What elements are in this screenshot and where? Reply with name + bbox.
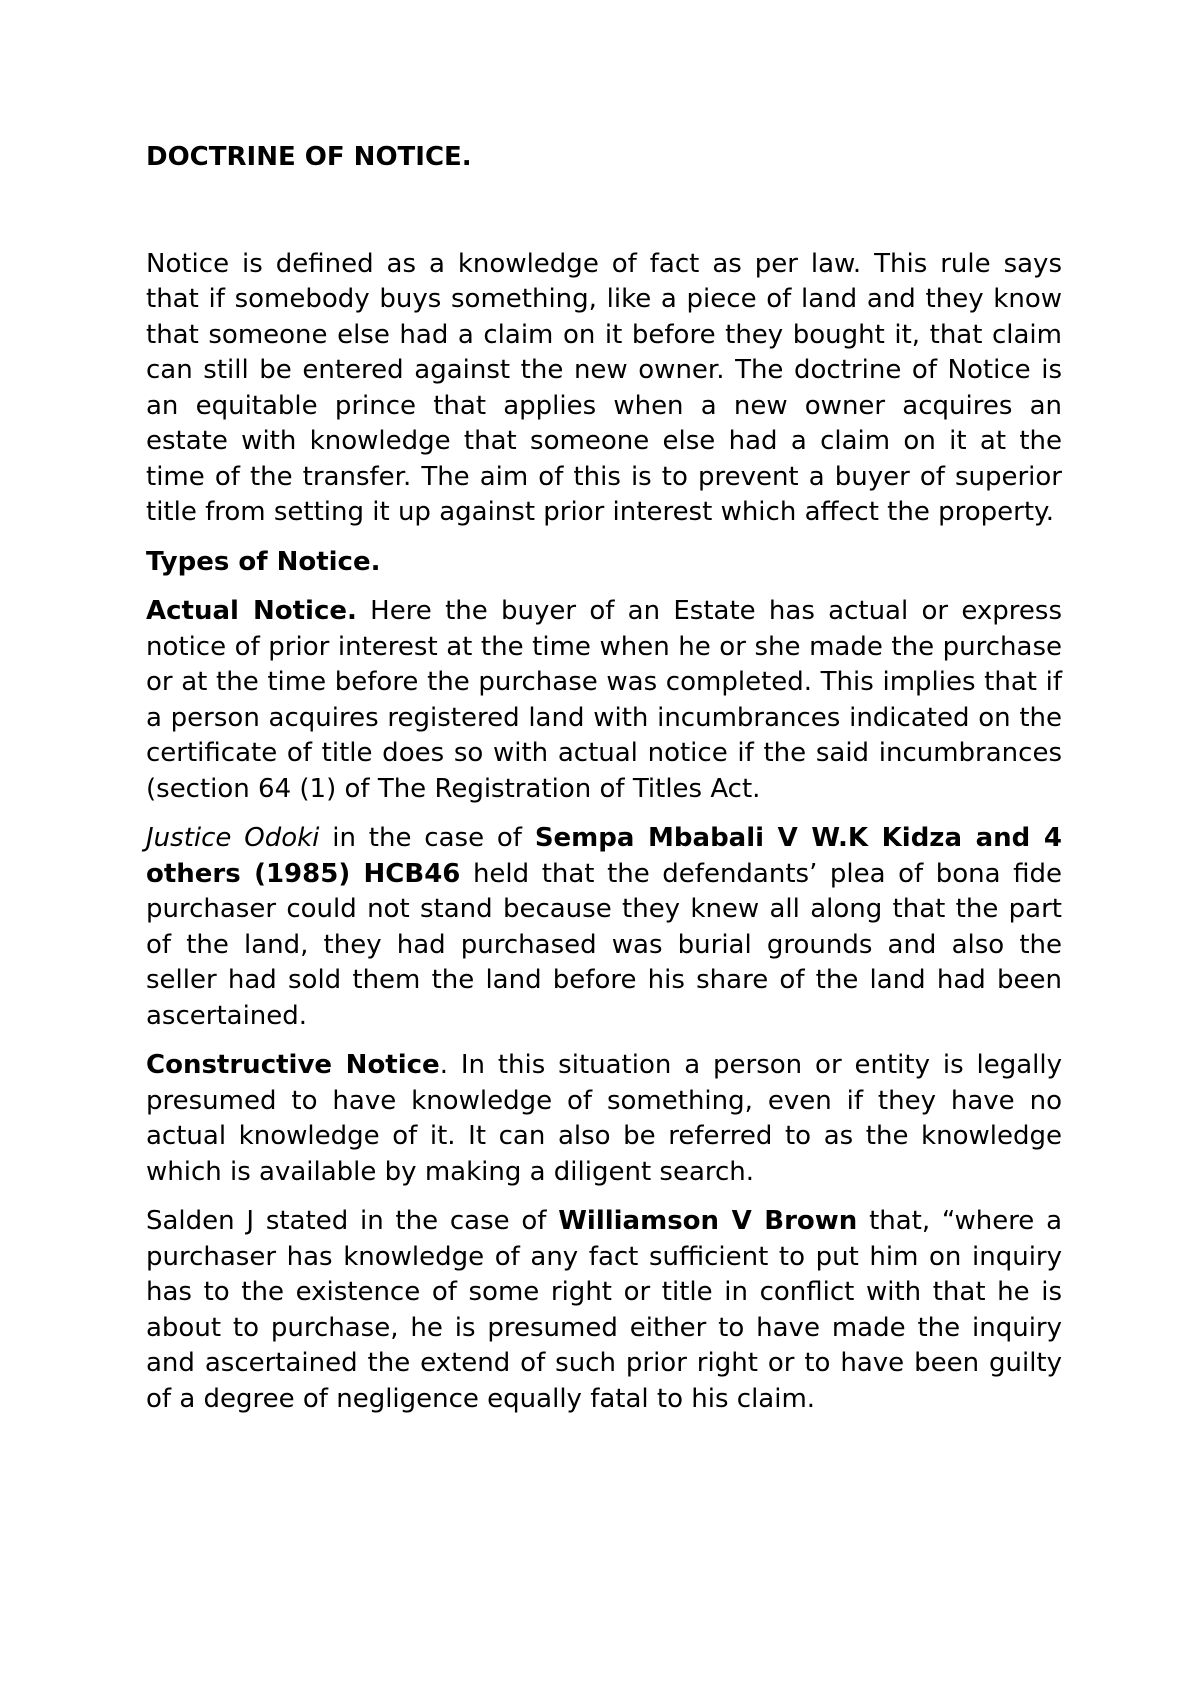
case-name-williamson: Williamson V Brown xyxy=(558,1206,858,1236)
judge-name: Justice Odoki xyxy=(146,823,320,853)
actual-notice-paragraph xyxy=(146,594,1062,807)
actual-notice-term: Actual Notice. xyxy=(146,596,357,626)
case-williamson-text: that, “where a purchaser has knowledge of any fact sufficient to put him on inquiry has to the existence of some right or title in conflict with that he is about to purchase, he is presumed either to have made the inquiry and ascertained the extend of such prior right or to have been guilty of a degree of negligence equally fatal to his claim. xyxy=(146,1206,1062,1414)
types-of-notice-heading: Types of Notice. xyxy=(146,546,381,577)
case-odoki-paragraph xyxy=(146,821,1062,1034)
document-body xyxy=(146,140,1062,1431)
case-odoki-text: held that the defendants’ plea of bona fide purchaser could not stand because they knew all along that the part of the land, they had purchased was burial grounds and also the seller had sold them the land before his share of the land had been ascertained. xyxy=(146,858,1062,1031)
case-name-sempa: Sempa Mbabali V W.K Kidza and 4 others (1985) HCB46 xyxy=(146,823,1062,889)
constructive-notice-text: . In this situation a person or entity is legally presumed to have knowledge of something, even if they have no actual knowledge of it. It can also be referred to as the knowledge which is available by making a diligent search. xyxy=(146,1050,1062,1187)
constructive-notice-paragraph xyxy=(146,1048,1062,1190)
case-odoki-pre: in the case of xyxy=(319,823,535,853)
document-title: DOCTRINE OF NOTICE. xyxy=(146,142,472,172)
intro-paragraph: Notice is defined as a knowledge of fact as per law. This rule says that if somebody buys something, like a piece of land and they know that someone else had a claim on it before they bought it, that claim can still be entered against the new owner. The doctrine of Notice is an equitable prince that applies when a new owner acquires an estate with knowledge that someone else had a claim on it at the time of the transfer. The aim of this is to prevent a buyer of superior title from setting it up against prior interest which affect the property. xyxy=(146,248,1062,527)
actual-notice-text: Here the buyer of an Estate has actual or express notice of prior interest at the time when he or she made the purchase or at the time before the purchase was completed. This implies that if a person acquires registered land with incumbrances indicated on the certificate of title does so with actual notice if the said incumbrances (section 64 (1) of The Registration of Titles Act. xyxy=(146,596,1062,804)
constructive-notice-term: Constructive Notice xyxy=(146,1050,440,1080)
case-williamson-pre: Salden J stated in the case of xyxy=(146,1206,559,1236)
case-williamson-paragraph xyxy=(146,1204,1062,1417)
